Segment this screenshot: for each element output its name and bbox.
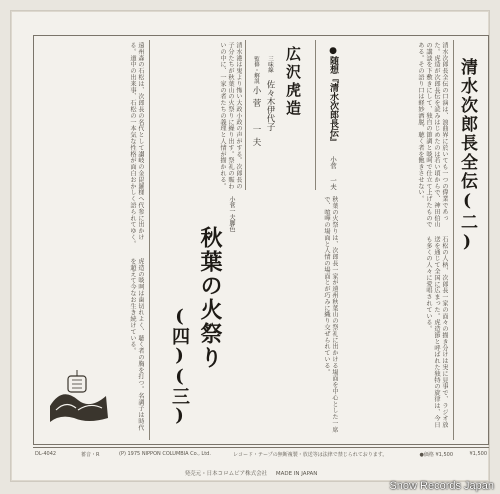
supervisor-label: 監修・解説 [253,56,259,84]
festival-illustration [44,366,114,428]
essay-heading: ●随想『清水次郎長伝』 [328,46,338,146]
adapter-note: 小菅一夫脚色 [228,196,235,232]
made-in: MADE IN JAPAN [275,471,318,477]
divider [245,40,246,190]
narrator-name: 広沢虎造 [284,46,302,118]
text-frame [33,35,489,445]
price-code: ●価格 ¥1,500 [419,452,453,458]
copyright: (P) 1975 NIPPON COLUMBIA Co., Ltd. [119,451,211,457]
divider [149,40,150,440]
body-column-5: 遠州森の石松は、次郎長の名代として讃岐の金毘羅様へ代参に出かける。道中の出来事、石松の一本気な性格が面白おかしく語られてゆく。 [129,42,144,247]
body-column-4: 清水港は鬼より怖い大政小政の声がする。次郎長の子分たちが秋葉山の火祭りに繰り出す。祭礼の賑わいの中に、一家の者たちの義理と人情が描かれる。 [219,42,242,190]
publisher-line [11,469,491,477]
rights-notice: レコード・テープの無断複製・放送等は法律で禁じられております。 [233,452,388,458]
catalog-number: DL-4042 [35,451,57,457]
publisher: 発売元・日本コロムビア株式会社 [184,471,268,477]
shamisen-player: 佐々木伊代子 [265,80,275,131]
body-column-1: 清水次郎長全伝の口演は、浪曲界に於いても一つの偉業であった。虎造が次郎長伝を読みはじめたのは若い頃からで、神田伯山の講談を下敷きにして、独自の節調と啖呵で仕立て上げたものである。その語り口は軽妙洒脱、聴く者を飽きさせない。 [417,42,448,228]
episode-title: 秋葉の火祭り [197,226,223,370]
divider [315,40,316,190]
body-column-2: 石松の人柄、次郎長一家の面々の描き分けは実に見事で、ラジオ放送を通じて全国に広まった。虎造節と呼ばれた独特の旋律は、今日も多くの人々に愛唱されている。 [425,236,448,428]
essay-author: 小菅 一夫 [329,156,337,190]
body-column-6: 虎造の啖呵は歯切れよく、聴く者の胸を打つ。名調子は時代を超えて今なお生き続けている。 [129,258,144,431]
shamisen-label: 三味線 [267,56,273,73]
watermark: Snow Records Japan [389,480,494,492]
episode-parts: (四)(三) [169,306,190,426]
label-code: 蓄音・R [81,452,100,458]
series-title: 清水次郎長全伝(二) [457,58,477,254]
catalog-footer [33,447,489,460]
divider [453,40,454,440]
liner-notes-sheet [10,10,490,482]
price-note: ¥1,500 [469,451,487,457]
body-column-3: 秋葉の火祭りは、次郎長一家が遠州秋葉山の祭礼に出かける場面を中心とした一席で、喧嘩の場面と人情の場面とが巧みに織り交ぜられている。 [323,196,338,433]
supervisor-name: 小菅 一夫 [251,86,261,150]
